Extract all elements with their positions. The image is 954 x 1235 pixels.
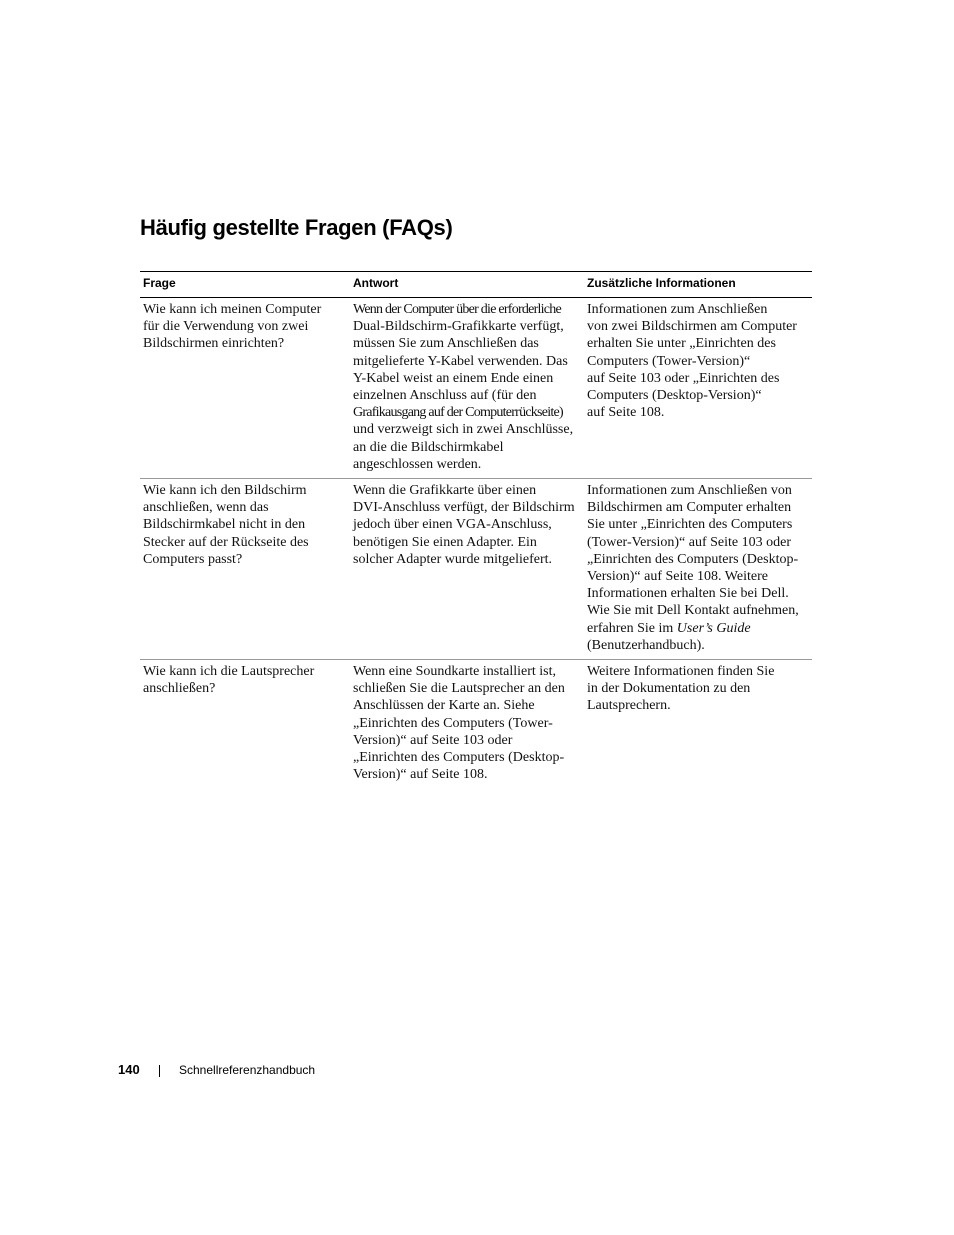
info-text: Informationen zum Anschließen von Bildschirmen am Computer erhalten Sie unter „Einrichten des Computers (Tower-Version)“ auf Seite 103 oder „Einrichten des Computers (Desktop- Version)“ auf Seite 108. Weitere Informationen erhalten Sie bei Dell. Wie Sie mit Dell Kontakt aufnehmen, erfahren Sie im — [587, 483, 799, 636]
column-header-antwort: Antwort — [350, 272, 584, 298]
answer-text: Grafikausgang auf der Computerrückseite) — [353, 405, 563, 421]
page-number: 140 — [118, 1062, 140, 1077]
answer-text: Dual-Bildschirm-Grafikkarte verfügt, müssen Sie zum Anschließen das mitgelieferte Y-Kabel verwenden. Das Y-Kabel weist an einem Ende einen einzelnen Anschluss auf (für den — [353, 319, 568, 404]
question-text: Wie kann ich den Bildschirm anschließen, wenn das Bildschirmkabel nicht in den Stecker auf der Rückseite des Computers passt? — [143, 483, 309, 567]
info-text: Weitere Informationen finden Sie in der Dokumentation zu den Lautsprechern. — [587, 664, 775, 714]
answer-text: Wenn der Computer über die erforderliche — [353, 302, 561, 317]
column-header-frage: Frage — [140, 272, 350, 298]
question-text: Wie kann ich meinen Computer für die Verwendung von zwei Bildschirmen einrichten? — [143, 302, 322, 352]
info-text: Informationen zum Anschließen von zwei Bildschirmen am Computer erhalten Sie unter „Einrichten des Computers (Tower-Version)“ auf Seite 103 oder „Einrichten des Computers (Desktop-Version)“ auf Seite 108. — [587, 302, 797, 421]
page-title: Häufig gestellte Fragen (FAQs) — [140, 215, 453, 240]
footer-doc-title: Schnellreferenzhandbuch — [179, 1063, 316, 1077]
answer-text: Wenn die Grafikkarte über einen DVI-Anschluss verfügt, der Bildschirm jedoch über einen VGA-Anschluss, benötigen Sie einen Adapter. Ein solcher Adapter wurde mitgeliefert. — [353, 483, 575, 567]
answer-cell — [350, 298, 584, 479]
table-row — [140, 298, 812, 479]
question-cell — [140, 660, 350, 789]
table-header-row — [140, 272, 812, 298]
info-cell — [584, 660, 812, 789]
answer-cell — [350, 479, 584, 660]
question-cell — [140, 298, 350, 479]
table-row — [140, 660, 812, 789]
info-cell — [584, 298, 812, 479]
question-text: Wie kann ich die Lautsprecher anschließen? — [143, 664, 315, 697]
footer-separator — [159, 1065, 160, 1077]
answer-text: Wenn eine Soundkarte installiert ist, schließen Sie die Lautsprecher an den Anschlüssen der Karte an. Siehe „Einrichten des Computers (Tower- Version)“ auf Seite 103 oder „Einrichten des Computers (Desktop- Version)“ auf Seite 108. — [353, 664, 565, 783]
info-cell — [584, 479, 812, 660]
answer-cell — [350, 660, 584, 789]
users-guide-title: User’s Guide — [676, 620, 751, 636]
table-row — [140, 479, 812, 660]
column-header-info: Zusätzliche Informationen — [584, 272, 812, 298]
answer-text: und verzweigt sich in zwei Anschlüsse, an die die Bildschirmkabel angeschlossen werden. — [353, 422, 574, 472]
question-cell — [140, 479, 350, 660]
faq-table — [140, 271, 812, 788]
info-text: (Benutzerhandbuch). — [587, 637, 705, 653]
